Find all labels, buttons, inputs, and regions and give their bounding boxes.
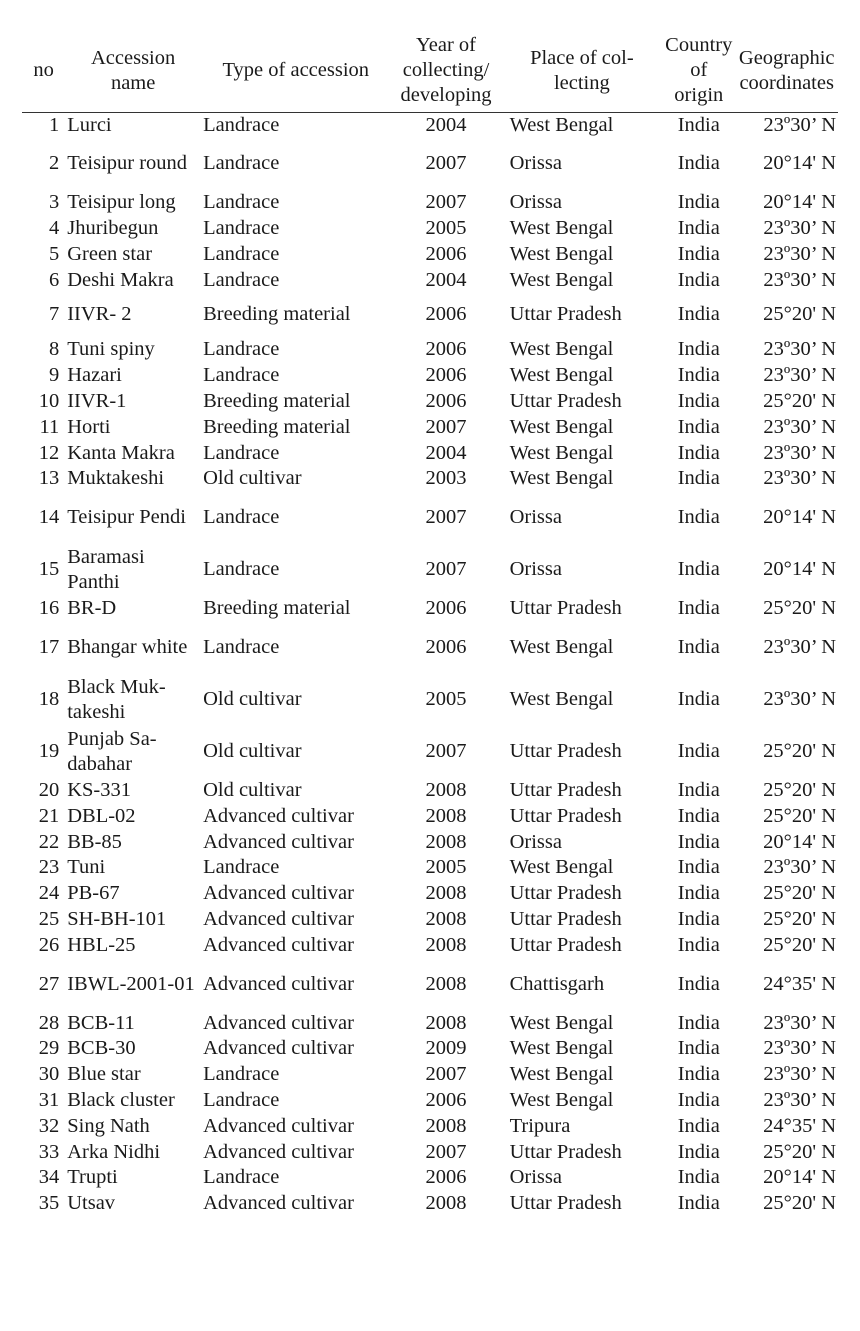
cell-country: India — [677, 364, 720, 387]
cell-no: 34 — [38, 1166, 60, 1189]
cell-country: India — [677, 804, 720, 827]
cell-no: 29 — [38, 1037, 60, 1060]
cell-no: 3 — [48, 191, 60, 214]
cell-year: 2008 — [425, 830, 467, 853]
cell-accession-name: Arka Nidhi — [67, 1140, 161, 1163]
table-row — [22, 112, 838, 138]
cell-place: Orissa — [509, 830, 562, 853]
cell-year: 2008 — [425, 804, 467, 827]
cell-type: Breeding material — [203, 597, 351, 620]
cell-no: 24 — [38, 882, 60, 905]
cell-country: India — [677, 907, 720, 930]
cell-geo: 20°14' N — [763, 830, 836, 853]
cell-year: 2009 — [425, 1037, 467, 1060]
cell-type: Advanced cultivar — [203, 907, 354, 930]
cell-year: 2007 — [425, 740, 467, 763]
cell-accession-name: Bhangar white — [67, 636, 188, 659]
cell-place: Uttar Pradesh — [509, 1140, 622, 1163]
cell-geo: 23º30’ N — [763, 688, 836, 711]
cell-accession-name: Kanta Makra — [67, 441, 175, 464]
cell-year: 2007 — [425, 191, 467, 214]
cell-country: India — [677, 830, 720, 853]
cell-place: West Bengal — [509, 268, 614, 291]
cell-year: 2004 — [425, 268, 467, 291]
cell-type: Landrace — [203, 1088, 280, 1111]
cell-place: Orissa — [509, 152, 562, 175]
cell-year: 2004 — [425, 441, 467, 464]
cell-no: 2 — [48, 152, 60, 175]
cell-country: India — [677, 268, 720, 291]
cell-accession-name: Tuni — [67, 856, 106, 879]
cell-geo: 23º30’ N — [763, 364, 836, 387]
cell-year: 2006 — [425, 242, 467, 265]
cell-geo: 25°20' N — [763, 1140, 836, 1163]
cell-type: Landrace — [203, 268, 280, 291]
cell-year: 2007 — [425, 1140, 467, 1163]
cell-place: Orissa — [509, 558, 562, 581]
cell-geo: 23º30’ N — [763, 467, 836, 490]
table-row — [22, 778, 838, 804]
cell-type: Advanced cultivar — [203, 1114, 354, 1137]
cell-type: Landrace — [203, 1063, 280, 1086]
cell-type: Advanced cultivar — [203, 830, 354, 853]
cell-geo: 23º30’ N — [763, 113, 836, 136]
cell-geo: 23º30’ N — [763, 856, 836, 879]
cell-country: India — [677, 338, 720, 361]
cell-year: 2008 — [425, 1192, 467, 1215]
cell-accession-name: HBL-25 — [67, 933, 136, 956]
cell-no: 12 — [38, 441, 60, 464]
cell-accession-name: Horti — [67, 415, 111, 438]
cell-place: West Bengal — [509, 688, 614, 711]
table-row — [22, 138, 838, 190]
cell-year: 2006 — [425, 1166, 467, 1189]
cell-type: Landrace — [203, 506, 280, 529]
cell-country: India — [677, 1114, 720, 1137]
cell-type: Advanced cultivar — [203, 1192, 354, 1215]
cell-place: West Bengal — [509, 242, 614, 265]
cell-place: West Bengal — [509, 1011, 614, 1034]
cell-geo: 23º30’ N — [763, 242, 836, 265]
cell-place: Uttar Pradesh — [509, 389, 622, 412]
cell-no: 19 — [38, 740, 60, 763]
cell-year: 2007 — [425, 558, 467, 581]
cell-type: Advanced cultivar — [203, 882, 354, 905]
cell-place: Uttar Pradesh — [509, 907, 622, 930]
cell-accession-name: Teisipur Pendi — [67, 506, 186, 529]
cell-accession-name: Blue star — [67, 1063, 141, 1086]
cell-type: Advanced cultivar — [203, 1140, 354, 1163]
cell-country: India — [677, 1140, 720, 1163]
cell-no: 11 — [39, 415, 60, 438]
cell-type: Old cultivar — [203, 740, 302, 763]
cell-country: India — [677, 933, 720, 956]
cell-no: 27 — [38, 972, 60, 995]
cell-place: West Bengal — [509, 364, 614, 387]
cell-no: 35 — [38, 1192, 60, 1215]
table-row — [22, 1010, 838, 1036]
cell-type: Old cultivar — [203, 688, 302, 711]
table-row — [22, 544, 838, 596]
cell-no: 7 — [48, 303, 60, 326]
cell-accession-name: BCB-11 — [67, 1011, 135, 1034]
cell-country: India — [677, 778, 720, 801]
cell-geo: 25°20' N — [763, 933, 836, 956]
cell-type: Old cultivar — [203, 778, 302, 801]
table-row — [22, 216, 838, 242]
cell-accession-name: IBWL-2001-01 — [67, 972, 195, 995]
cell-no: 33 — [38, 1140, 60, 1163]
cell-year: 2006 — [425, 338, 467, 361]
cell-country: India — [677, 597, 720, 620]
cell-type: Landrace — [203, 856, 280, 879]
cell-country: India — [677, 303, 720, 326]
cell-geo: 23º30’ N — [763, 216, 836, 239]
cell-geo: 23º30’ N — [763, 1088, 836, 1111]
table-row — [22, 829, 838, 855]
cell-country: India — [677, 216, 720, 239]
cell-place: Uttar Pradesh — [509, 933, 622, 956]
table-row — [22, 440, 838, 466]
cell-no: 32 — [38, 1114, 60, 1137]
cell-geo: 23º30’ N — [763, 415, 836, 438]
table-row — [22, 855, 838, 881]
cell-country: India — [677, 1011, 720, 1034]
cell-place: Uttar Pradesh — [509, 1192, 622, 1215]
cell-no: 16 — [38, 597, 60, 620]
cell-year: 2006 — [425, 364, 467, 387]
table-row — [22, 674, 838, 726]
cell-no: 10 — [38, 389, 60, 412]
table-row — [22, 466, 838, 492]
cell-geo: 23º30’ N — [763, 338, 836, 361]
cell-place: West Bengal — [509, 636, 614, 659]
cell-accession-name: DBL-02 — [67, 804, 136, 827]
cell-type: Old cultivar — [203, 467, 302, 490]
cell-accession-name: Trupti — [67, 1166, 118, 1189]
cell-country: India — [677, 113, 720, 136]
table-header — [22, 30, 838, 112]
cell-no: 14 — [38, 506, 60, 529]
cell-accession-name: Lurci — [67, 113, 112, 136]
header-accession-name: Accession name — [65, 30, 201, 112]
cell-year: 2008 — [425, 933, 467, 956]
cell-year: 2008 — [425, 1011, 467, 1034]
cell-geo: 20°14' N — [763, 558, 836, 581]
cell-place: Tripura — [509, 1114, 571, 1137]
cell-geo: 25°20' N — [763, 907, 836, 930]
cell-place: West Bengal — [509, 113, 614, 136]
cell-place: Chattisgarh — [509, 972, 605, 995]
cell-country: India — [677, 1037, 720, 1060]
cell-place: Uttar Pradesh — [509, 804, 622, 827]
cell-type: Landrace — [203, 113, 280, 136]
cell-year: 2006 — [425, 389, 467, 412]
cell-accession-name: Teisipur round — [67, 152, 188, 175]
cell-geo: 23º30’ N — [763, 1011, 836, 1034]
cell-type: Advanced cultivar — [203, 804, 354, 827]
cell-place: West Bengal — [509, 216, 614, 239]
cell-geo: 23º30’ N — [763, 441, 836, 464]
cell-type: Breeding material — [203, 415, 351, 438]
cell-accession-name: BCB-30 — [67, 1037, 136, 1060]
cell-country: India — [677, 856, 720, 879]
header-country: Country of origin — [662, 30, 735, 112]
cell-place: Uttar Pradesh — [509, 778, 622, 801]
cell-geo: 23º30’ N — [763, 268, 836, 291]
cell-no: 13 — [38, 467, 60, 490]
table-row — [22, 1165, 838, 1191]
table-row — [22, 1088, 838, 1114]
cell-year: 2006 — [425, 597, 467, 620]
table-row — [22, 1113, 838, 1139]
cell-geo: 25°20' N — [763, 597, 836, 620]
header-type: Type of accession — [201, 30, 390, 112]
cell-country: India — [677, 972, 720, 995]
cell-country: India — [677, 441, 720, 464]
table-row — [22, 241, 838, 267]
cell-accession-name: Jhuribegun — [67, 216, 159, 239]
cell-place: West Bengal — [509, 467, 614, 490]
cell-country: India — [677, 882, 720, 905]
cell-accession-name: IIVR- 2 — [67, 303, 132, 326]
cell-accession-name: Black Muk-takeshi — [67, 675, 166, 723]
table-row — [22, 1036, 838, 1062]
cell-geo: 25°20' N — [763, 882, 836, 905]
cell-year: 2005 — [425, 216, 467, 239]
cell-no: 1 — [48, 113, 60, 136]
cell-year: 2003 — [425, 467, 467, 490]
cell-place: Uttar Pradesh — [509, 740, 622, 763]
cell-accession-name: Sing Nath — [67, 1114, 150, 1137]
table-row — [22, 363, 838, 389]
cell-accession-name: Deshi Makra — [67, 268, 174, 291]
cell-geo: 25°20' N — [763, 1192, 836, 1215]
cell-no: 5 — [48, 242, 60, 265]
cell-type: Breeding material — [203, 303, 351, 326]
cell-accession-name: Green star — [67, 242, 153, 265]
table-row — [22, 267, 838, 293]
header-year: Year of collecting/ developing — [390, 30, 501, 112]
cell-year: 2007 — [425, 506, 467, 529]
cell-country: India — [677, 740, 720, 763]
table-row — [22, 1062, 838, 1088]
cell-geo: 20°14' N — [763, 1166, 836, 1189]
table-body — [22, 112, 838, 1217]
cell-type: Advanced cultivar — [203, 933, 354, 956]
cell-accession-name: Hazari — [67, 364, 122, 387]
cell-geo: 25°20' N — [763, 303, 836, 326]
table-row — [22, 958, 838, 1010]
cell-geo: 23º30’ N — [763, 1037, 836, 1060]
cell-geo: 25°20' N — [763, 804, 836, 827]
table-row — [22, 190, 838, 216]
cell-geo: 24°35' N — [763, 1114, 836, 1137]
table-row — [22, 414, 838, 440]
cell-type: Landrace — [203, 152, 280, 175]
header-row — [22, 30, 838, 112]
table-row — [22, 1139, 838, 1165]
accession-table-container — [22, 30, 838, 1217]
cell-no: 4 — [48, 216, 60, 239]
table-row — [22, 932, 838, 958]
cell-geo: 20°14' N — [763, 191, 836, 214]
cell-year: 2005 — [425, 688, 467, 711]
cell-country: India — [677, 506, 720, 529]
cell-type: Landrace — [203, 558, 280, 581]
cell-type: Advanced cultivar — [203, 1011, 354, 1034]
cell-accession-name: Teisipur long — [67, 191, 176, 214]
cell-type: Landrace — [203, 242, 280, 265]
cell-country: India — [677, 636, 720, 659]
cell-accession-name: Punjab Sa-dabahar — [67, 727, 157, 775]
cell-no: 8 — [48, 338, 60, 361]
cell-no: 28 — [38, 1011, 60, 1034]
cell-place: Orissa — [509, 1166, 562, 1189]
cell-no: 23 — [38, 856, 60, 879]
cell-year: 2006 — [425, 1088, 467, 1111]
cell-country: India — [677, 415, 720, 438]
cell-place: West Bengal — [509, 441, 614, 464]
cell-place: Uttar Pradesh — [509, 303, 622, 326]
table-row — [22, 293, 838, 337]
cell-place: Uttar Pradesh — [509, 597, 622, 620]
cell-year: 2008 — [425, 972, 467, 995]
cell-accession-name: BR-D — [67, 597, 117, 620]
cell-accession-name: Black cluster — [67, 1088, 175, 1111]
cell-geo: 24°35' N — [763, 972, 836, 995]
header-place: Place of col-lecting — [502, 30, 663, 112]
cell-no: 26 — [38, 933, 60, 956]
cell-year: 2006 — [425, 303, 467, 326]
header-geo: Geographic coordinates — [735, 30, 838, 112]
table-row — [22, 622, 838, 674]
table-row — [22, 907, 838, 933]
cell-place: Uttar Pradesh — [509, 882, 622, 905]
table-row — [22, 337, 838, 363]
cell-country: India — [677, 242, 720, 265]
table-row — [22, 389, 838, 415]
cell-geo: 25°20' N — [763, 389, 836, 412]
header-no: no — [22, 30, 65, 112]
cell-geo: 25°20' N — [763, 740, 836, 763]
cell-type: Landrace — [203, 1166, 280, 1189]
cell-no: 15 — [38, 558, 60, 581]
table-row — [22, 1191, 838, 1217]
cell-geo: 25°20' N — [763, 778, 836, 801]
cell-place: West Bengal — [509, 1063, 614, 1086]
cell-country: India — [677, 389, 720, 412]
cell-type: Breeding material — [203, 389, 351, 412]
cell-accession-name: Utsav — [67, 1192, 116, 1215]
cell-year: 2006 — [425, 636, 467, 659]
cell-no: 21 — [38, 804, 60, 827]
cell-country: India — [677, 191, 720, 214]
cell-place: West Bengal — [509, 856, 614, 879]
cell-accession-name: SH-BH-101 — [67, 907, 167, 930]
cell-year: 2007 — [425, 1063, 467, 1086]
cell-type: Landrace — [203, 441, 280, 464]
cell-place: West Bengal — [509, 1088, 614, 1111]
cell-country: India — [677, 688, 720, 711]
cell-place: Orissa — [509, 191, 562, 214]
cell-year: 2007 — [425, 415, 467, 438]
cell-no: 6 — [48, 268, 60, 291]
cell-accession-name: Tuni spiny — [67, 338, 155, 361]
cell-country: India — [677, 1088, 720, 1111]
cell-country: India — [677, 152, 720, 175]
cell-no: 22 — [38, 830, 60, 853]
cell-type: Advanced cultivar — [203, 1037, 354, 1060]
cell-accession-name: Baramasi Panthi — [67, 545, 145, 593]
cell-country: India — [677, 467, 720, 490]
cell-accession-name: BB-85 — [67, 830, 122, 853]
cell-place: Orissa — [509, 506, 562, 529]
cell-country: India — [677, 1166, 720, 1189]
cell-year: 2008 — [425, 1114, 467, 1137]
cell-geo: 23º30’ N — [763, 1063, 836, 1086]
table-row — [22, 881, 838, 907]
cell-country: India — [677, 1192, 720, 1215]
cell-type: Landrace — [203, 216, 280, 239]
cell-type: Landrace — [203, 338, 280, 361]
table-row — [22, 726, 838, 778]
cell-no: 17 — [38, 636, 60, 659]
cell-no: 25 — [38, 907, 60, 930]
cell-place: West Bengal — [509, 415, 614, 438]
table-row — [22, 492, 838, 544]
cell-no: 30 — [38, 1063, 60, 1086]
cell-year: 2008 — [425, 907, 467, 930]
table-row — [22, 803, 838, 829]
cell-type: Landrace — [203, 636, 280, 659]
cell-year: 2007 — [425, 152, 467, 175]
cell-accession-name: KS-331 — [67, 778, 132, 801]
cell-year: 2004 — [425, 113, 467, 136]
cell-type: Landrace — [203, 364, 280, 387]
cell-geo: 20°14' N — [763, 506, 836, 529]
cell-type: Advanced cultivar — [203, 972, 354, 995]
cell-no: 20 — [38, 778, 60, 801]
cell-place: West Bengal — [509, 338, 614, 361]
cell-no: 18 — [38, 688, 60, 711]
cell-country: India — [677, 558, 720, 581]
cell-no: 31 — [38, 1088, 60, 1111]
cell-no: 9 — [48, 364, 60, 387]
cell-place: West Bengal — [509, 1037, 614, 1060]
cell-year: 2005 — [425, 856, 467, 879]
accession-table — [22, 30, 838, 1217]
cell-type: Landrace — [203, 191, 280, 214]
cell-accession-name: Muktakeshi — [67, 467, 165, 490]
cell-country: India — [677, 1063, 720, 1086]
table-row — [22, 596, 838, 622]
cell-accession-name: IIVR-1 — [67, 389, 127, 412]
cell-year: 2008 — [425, 882, 467, 905]
cell-geo: 23º30’ N — [763, 636, 836, 659]
cell-year: 2008 — [425, 778, 467, 801]
cell-accession-name: PB-67 — [67, 882, 120, 905]
cell-geo: 20°14' N — [763, 152, 836, 175]
